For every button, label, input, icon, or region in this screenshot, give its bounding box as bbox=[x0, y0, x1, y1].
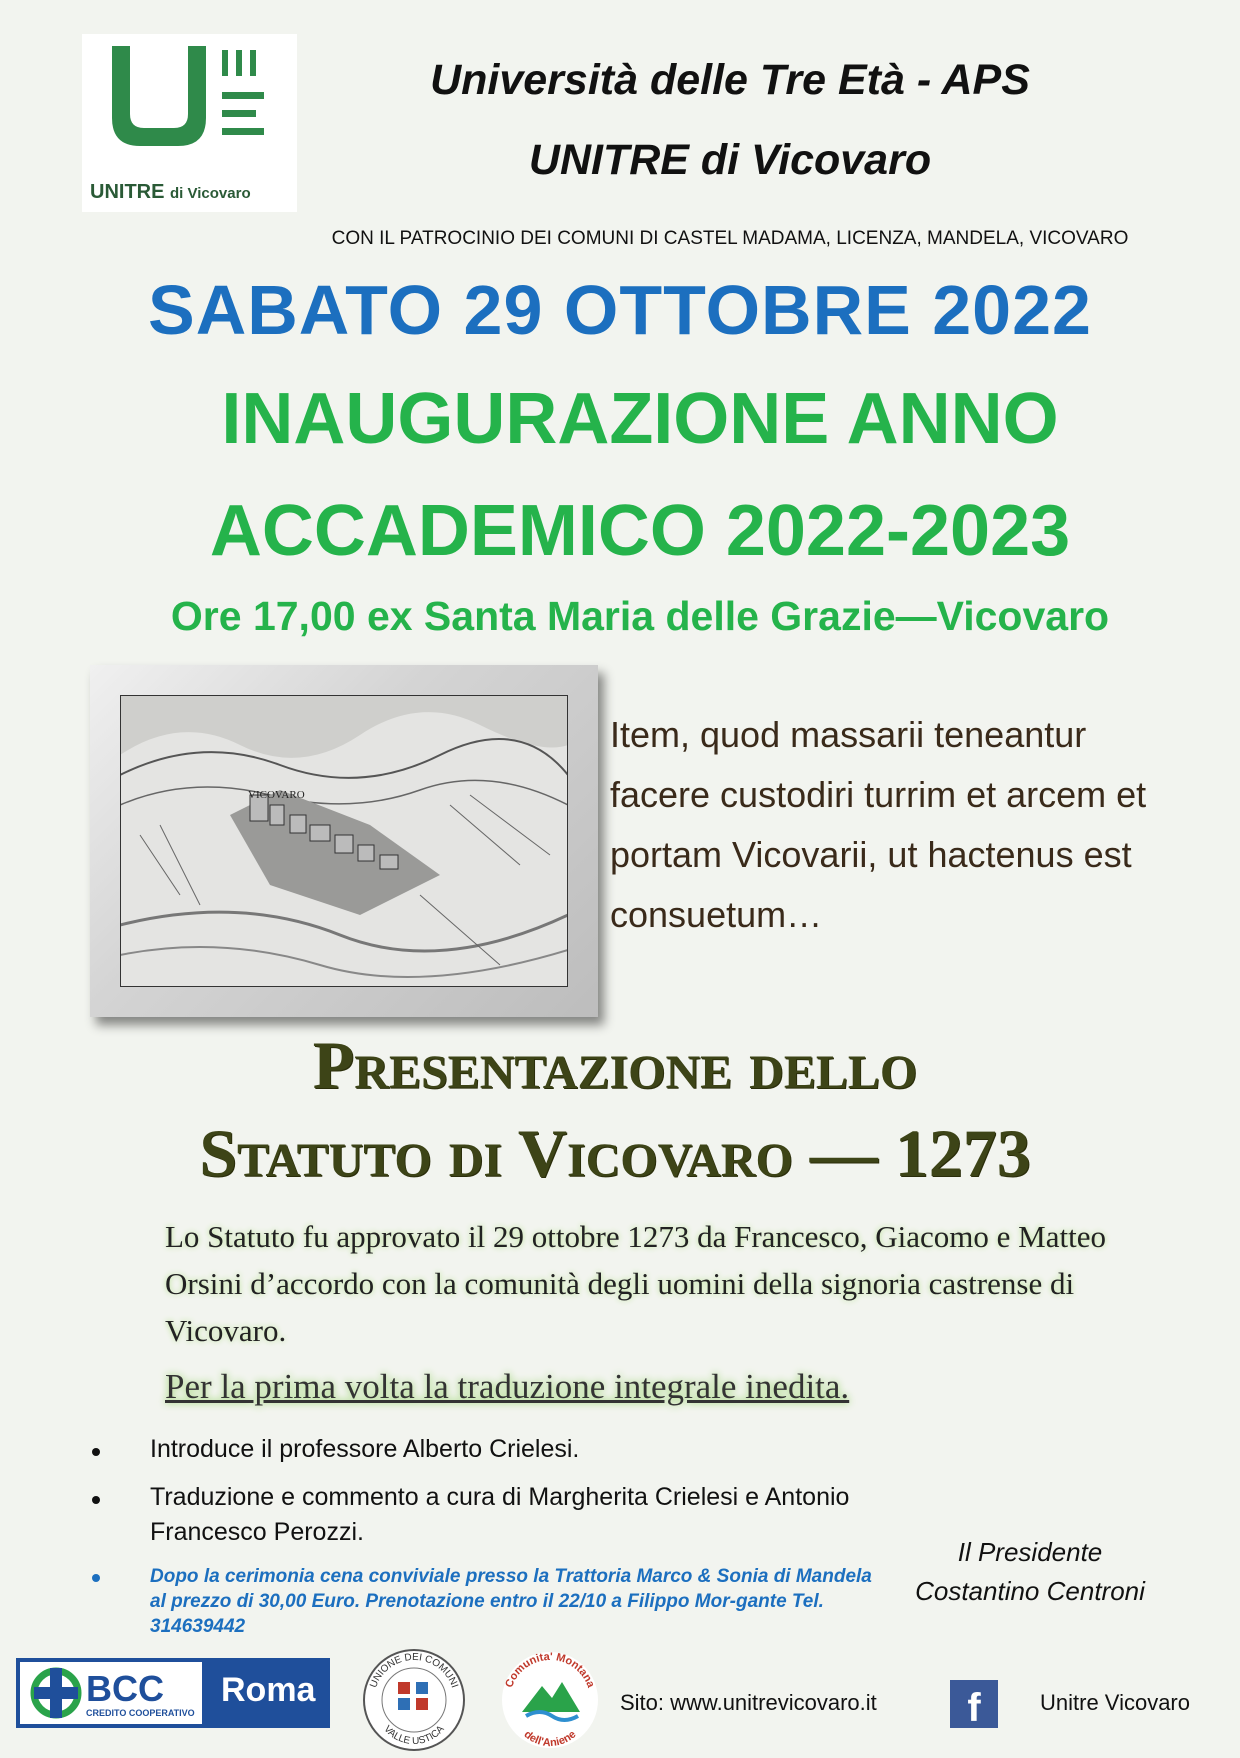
bullet-1 bbox=[92, 1448, 100, 1456]
engraving-place-label: VICOVARO bbox=[248, 789, 305, 801]
latin-quote: Item, quod massarii teneantur facere custodiri turrim et arcem et portam Vicovarii, ut hactenus est consuetum… bbox=[610, 714, 1147, 935]
website-text: Sito: www.unitrevicovaro.it bbox=[620, 1690, 877, 1715]
mountain-top-text: Comunita' Montana bbox=[503, 1650, 597, 1690]
event-title-line-2: ACCADEMICO 2022-2023 bbox=[209, 491, 1071, 571]
unitre-logo bbox=[82, 34, 297, 212]
vicovaro-engraving-icon bbox=[120, 695, 568, 987]
mountain-bottom-text: dell'Aniene bbox=[521, 1728, 579, 1750]
organization-subtitle: UNITRE di Vicovaro bbox=[528, 136, 932, 184]
bullet-3 bbox=[92, 1574, 100, 1582]
event-time-place: Ore 17,00 ex Santa Maria delle Grazie—Vicovaro bbox=[170, 593, 1110, 639]
engraving-image bbox=[120, 695, 568, 987]
president-role: Il Presidente bbox=[957, 1537, 1103, 1567]
list-item-translation: Traduzione e commento a cura di Margherita Crielesi e Antonio Francesco Perozzi. bbox=[150, 1483, 850, 1546]
presentation-title-line-2: Statuto di Vicovaro — 1273 bbox=[199, 1115, 1031, 1191]
event-title-line-1: INAUGURAZIONE ANNO bbox=[221, 379, 1059, 459]
patronage-line: CON IL PATROCINIO DEI COMUNI DI CASTEL MADAMA, LICENZA, MANDELA, VICOVARO bbox=[331, 228, 1129, 249]
logo-caption-main: UNITRE bbox=[90, 181, 165, 203]
bullet-2 bbox=[92, 1496, 100, 1504]
event-date: SABATO 29 OTTOBRE 2022 bbox=[148, 271, 1092, 349]
engraving-frame bbox=[90, 665, 598, 1017]
facebook-icon: f bbox=[950, 1680, 998, 1728]
list-item-introduction: Introduce il professore Alberto Crielesi. bbox=[150, 1435, 580, 1463]
union-seal-icon bbox=[360, 1648, 468, 1753]
logo-caption bbox=[90, 181, 251, 204]
bcc-roma-logo bbox=[16, 1658, 330, 1728]
union-seal-top-text: UNIONE DEI COMUNI bbox=[368, 1651, 460, 1690]
bcc-emblem-icon bbox=[26, 1662, 86, 1724]
mountain-community-icon bbox=[500, 1650, 600, 1750]
bcc-subtext: CREDITO COOPERATIVO bbox=[86, 1708, 195, 1718]
union-seal-bottom-text: VALLE USTICA bbox=[381, 1723, 447, 1748]
facebook-page-name: Unitre Vicovaro bbox=[1040, 1690, 1190, 1715]
statute-description: Lo Statuto fu approvato il 29 ottobre 1273 da Francesco, Giacomo e Matteo Orsini d’accordo con la comunità degli uomini della signoria castrense di Vicovaro. bbox=[165, 1219, 1106, 1348]
bcc-city: Roma bbox=[221, 1671, 316, 1709]
list-item-dinner: Dopo la cerimonia cena conviviale presso la Trattoria Marco & Sonia di Mandela al prezzo di 30,00 Euro. Prenotazione entro il 22/10 a Filippo Mor-gante Tel. 314639442 bbox=[150, 1566, 872, 1637]
first-translation-highlight: Per la prima volta la traduzione integrale inedita. bbox=[165, 1367, 850, 1406]
bcc-text: BCC bbox=[86, 1668, 164, 1709]
president-name: Costantino Centroni bbox=[915, 1576, 1145, 1606]
organization-name: Università delle Tre Età - APS bbox=[430, 56, 1030, 104]
mountain-community-logo bbox=[500, 1650, 600, 1750]
presentation-title-line-1: Presentazione dello bbox=[312, 1027, 918, 1103]
logo-caption-small: di Vicovaro bbox=[170, 185, 251, 202]
union-of-municipalities-seal bbox=[360, 1648, 468, 1753]
